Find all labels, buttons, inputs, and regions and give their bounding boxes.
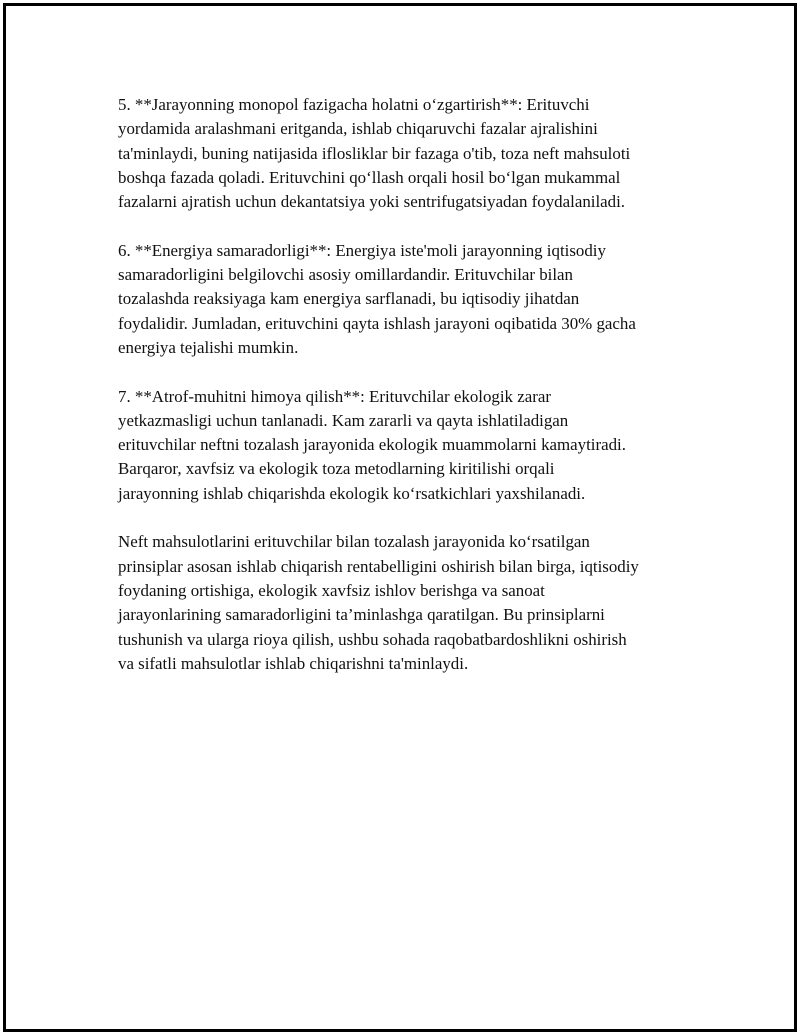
conclusion-paragraph [118, 530, 698, 676]
text-line: tozalashda reaksiyaga kam energiya sarflanadi, bu iqtisodiy jihatdan [118, 289, 580, 309]
text-line: tushunish va ularga rioya qilish, ushbu sohada raqobatbardoshlikni oshirish [118, 629, 627, 649]
text-line: foydaning ortishiga, ekologik xavfsiz ishlov berishga va sanoat [118, 580, 545, 600]
document-body [118, 93, 698, 700]
text-line: ta'minlaydi, buning natijasida iflosliklar bir fazaga o'tib, toza neft mahsuloti [118, 143, 631, 163]
paragraph-item-7 [118, 385, 698, 506]
paragraph-item-6 [118, 239, 698, 360]
text-line: jarayonning ishlab chiqarishda ekologik ko‘rsatkichlari yaxshilanadi. [118, 483, 586, 503]
text-line: erituvchilar neftni tozalash jarayonida ekologik muammolarni kamaytiradi. [118, 435, 626, 455]
text-line: yetkazmasligi uchun tanlanadi. Kam zararli va qayta ishlatiladigan [118, 410, 569, 430]
text-line: va sifatli mahsulotlar ishlab chiqarishni ta'minlaydi. [118, 653, 469, 673]
text-line: samaradorligini belgilovchi asosiy omillardandir. Erituvchilar bilan [118, 265, 573, 285]
text-line: jarayonlarining samaradorligini ta’minlashga qaratilgan. Bu prinsiplarni [118, 605, 605, 625]
text-line: foydalidir. Jumladan, erituvchini qayta ishlash jarayoni oqibatida 30% gacha [118, 313, 636, 333]
text-line: Barqaror, xavfsiz va ekologik toza metodlarning kiritilishi orqali [118, 459, 555, 479]
text-line: fazalarni ajratish uchun dekantatsiya yoki sentrifugatsiyadan foydalaniladi. [118, 192, 626, 212]
paragraph-item-5 [118, 93, 698, 214]
text-line: Neft mahsulotlarini erituvchilar bilan tozalash jarayonida ko‘rsatilgan [118, 532, 590, 552]
text-line: prinsiplar asosan ishlab chiqarish rentabelligini oshirish bilan birga, iqtisodiy [118, 556, 639, 576]
text-line: yordamida aralashmani eritganda, ishlab chiqaruvchi fazalar ajralishini [118, 119, 598, 139]
text-line: 7. **Atrof-muhitni himoya qilish**: Erituvchilar ekologik zarar [118, 386, 551, 406]
text-line: 6. **Energiya samaradorligi**: Energiya iste'moli jarayonning iqtisodiy [118, 240, 606, 260]
text-line: boshqa fazada qoladi. Erituvchini qo‘llash orqali hosil bo‘lgan mukammal [118, 167, 621, 187]
text-line: energiya tejalishi mumkin. [118, 337, 299, 357]
text-line: 5. **Jarayonning monopol fazigacha holatni o‘zgartirish**: Erituvchi [118, 95, 590, 114]
